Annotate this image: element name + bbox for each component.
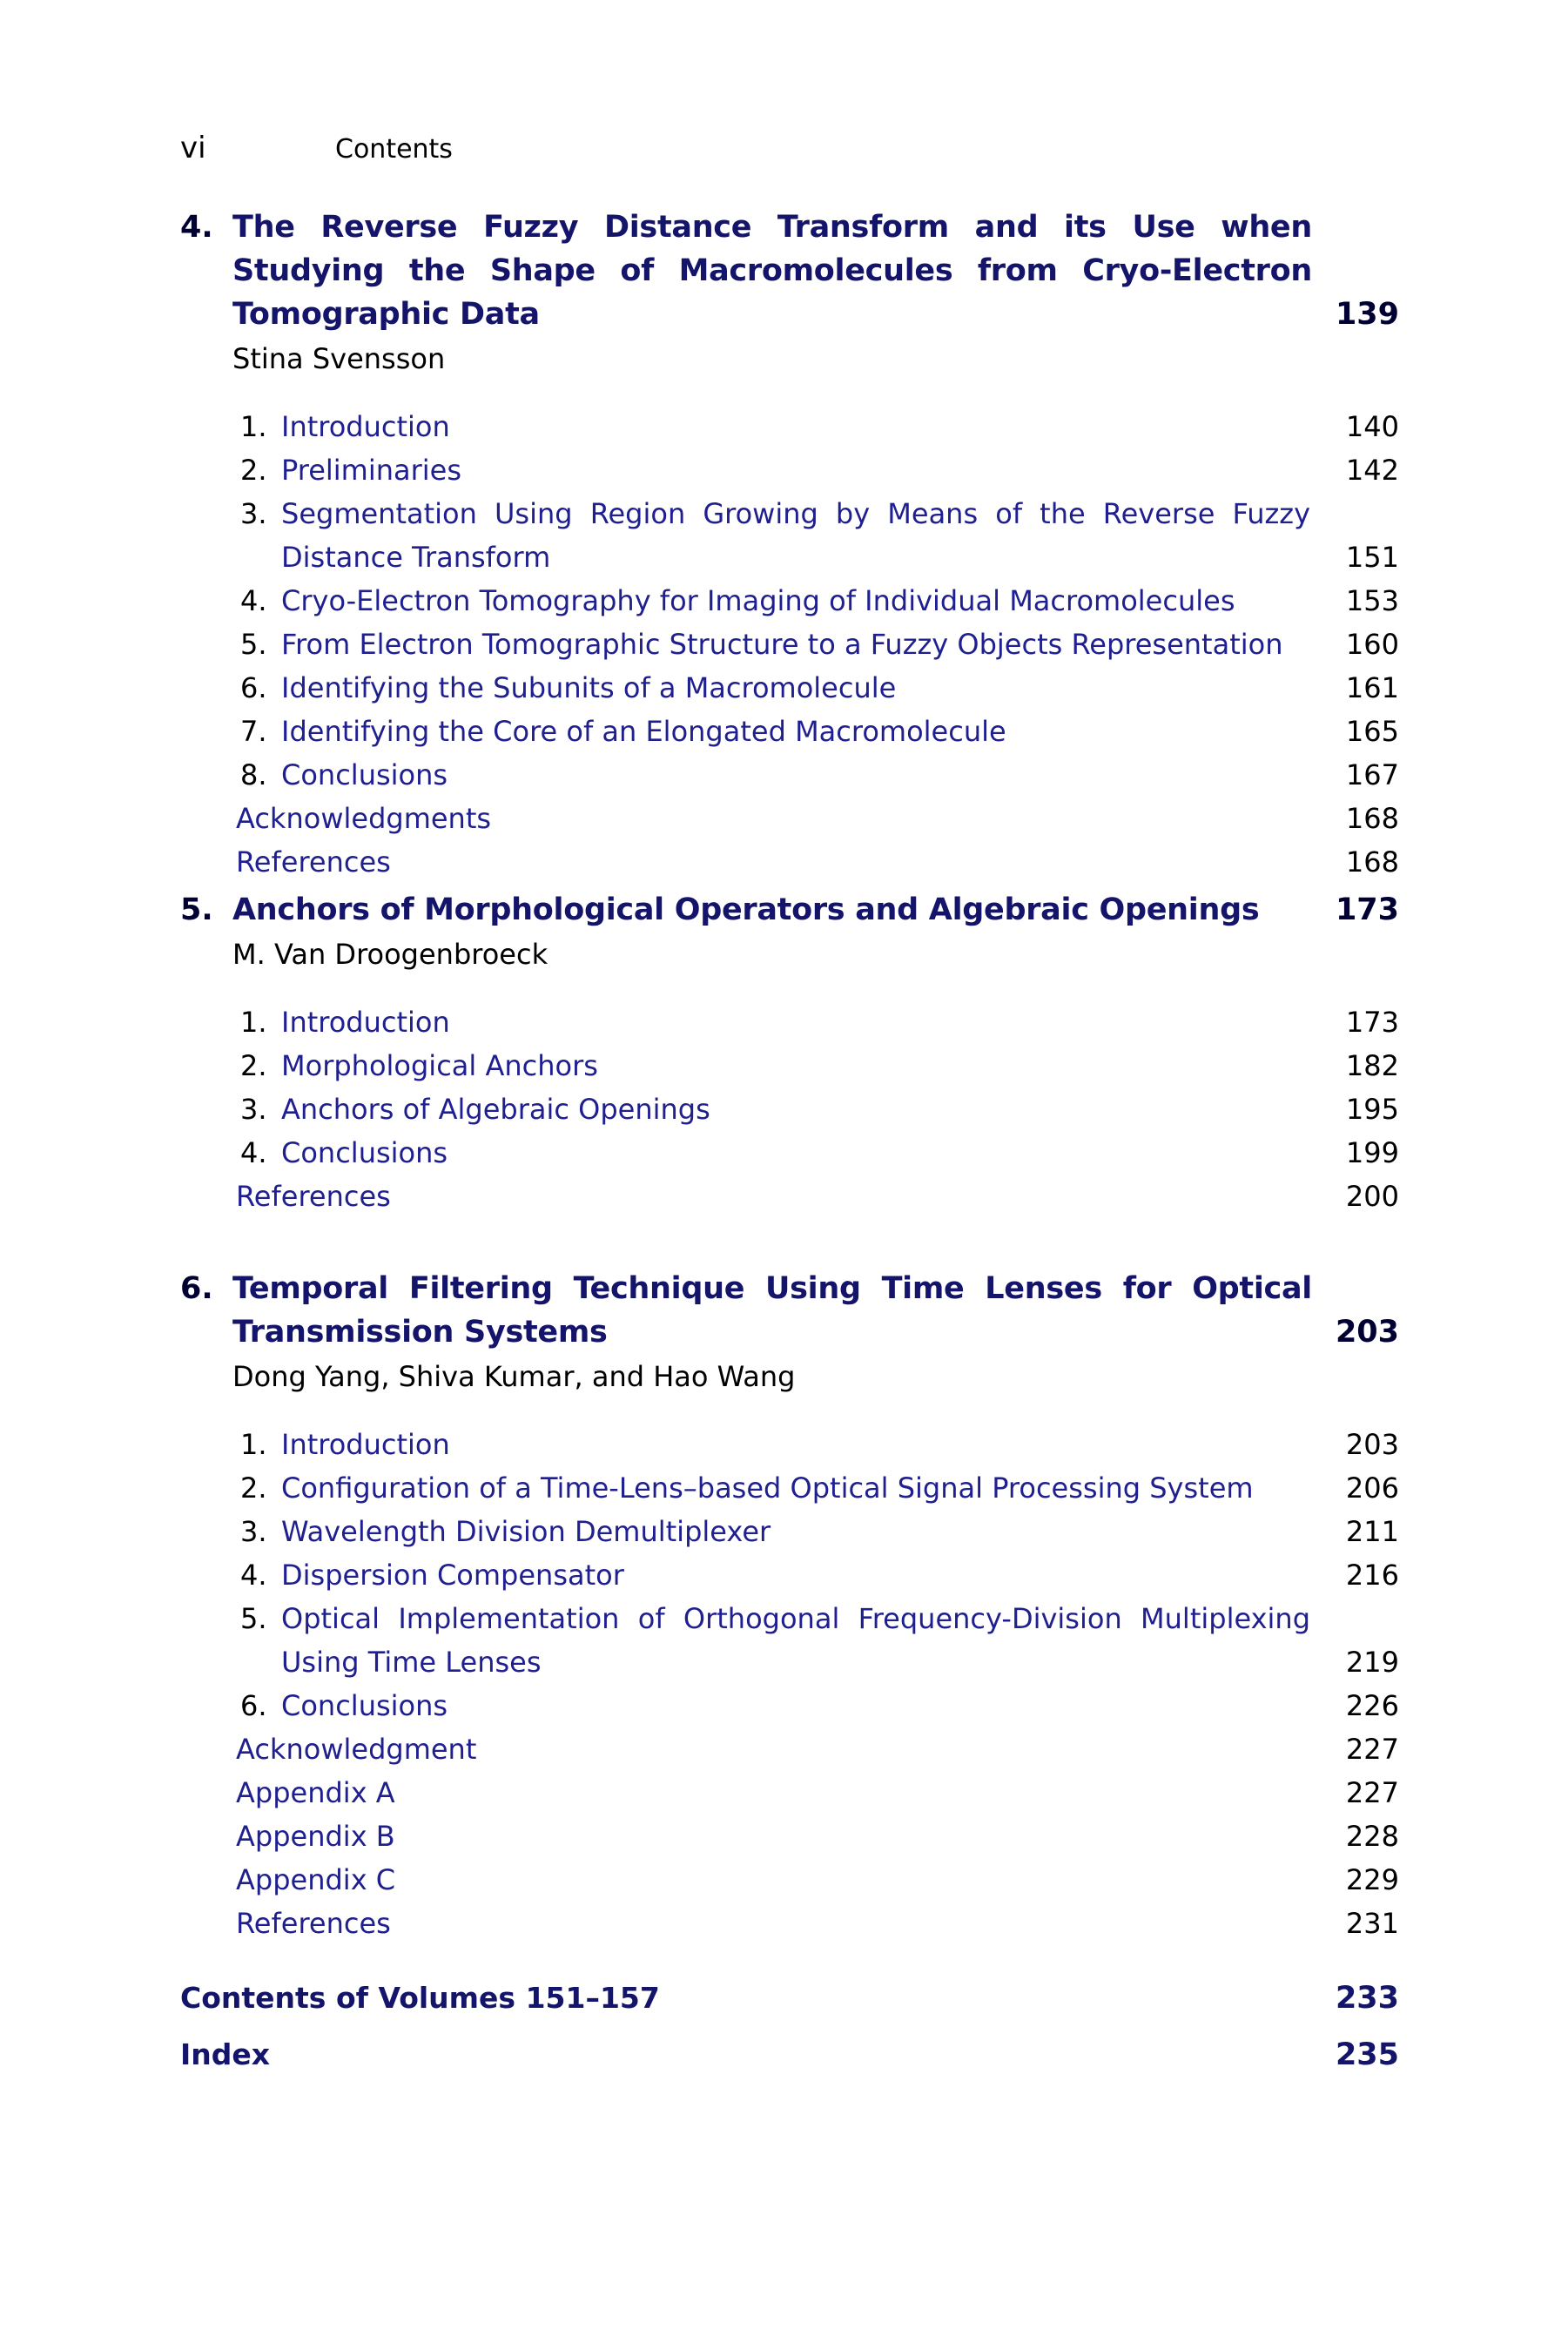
section-title[interactable]: Acknowledgment: [236, 1733, 477, 1766]
chapter-title[interactable]: Temporal Filtering Technique Using Time Lenses for Optical Transmission Systems: [232, 1271, 1312, 1350]
section-number: 2.: [240, 1471, 267, 1505]
page-number: vi: [180, 131, 206, 165]
section-title[interactable]: Morphological Anchors: [281, 1049, 598, 1082]
chapter-5: [180, 888, 1399, 1218]
backmatter-page: 233: [1335, 1981, 1399, 2016]
section-number: 1.: [240, 1428, 267, 1461]
section-title[interactable]: Appendix C: [236, 1863, 396, 1896]
toc-entry[interactable]: [180, 1510, 1399, 1553]
section-page: 231: [1345, 1907, 1399, 1940]
chapter-number: 4.: [180, 210, 213, 245]
section-title[interactable]: From Electron Tomographic Structure to a Fuzzy Objects Representation: [281, 628, 1283, 661]
section-page: 161: [1345, 671, 1399, 704]
section-number: 6.: [240, 1689, 267, 1722]
section-page: 206: [1345, 1471, 1399, 1505]
section-title[interactable]: Conclusions: [281, 758, 448, 791]
section-page: 165: [1345, 715, 1399, 748]
toc-entry[interactable]: [180, 1175, 1399, 1218]
section-page: 226: [1345, 1689, 1399, 1722]
section-title[interactable]: References: [236, 1907, 391, 1940]
section-list: [180, 1423, 1399, 1945]
section-number: 7.: [240, 715, 267, 748]
toc-entry[interactable]: [180, 1727, 1399, 1771]
section-page: 195: [1345, 1093, 1399, 1126]
toc-entry[interactable]: [180, 1902, 1399, 1945]
section-title[interactable]: Acknowledgments: [236, 802, 492, 835]
section-page: 160: [1345, 628, 1399, 661]
section-title[interactable]: Cryo-Electron Tomography for Imaging of Individual Macromolecules: [281, 584, 1235, 617]
chapter-title[interactable]: The Reverse Fuzzy Distance Transform and its Use when Studying the Shape of Macromolecules from Cryo-Electron Tomographic Data: [232, 210, 1312, 332]
section-title[interactable]: Appendix B: [236, 1820, 395, 1853]
section-title[interactable]: Configuration of a Time-Lens–based Optical Signal Processing System: [281, 1471, 1254, 1505]
chapter-title[interactable]: Anchors of Morphological Operators and Algebraic Openings: [232, 892, 1260, 927]
section-number: 3.: [240, 497, 267, 530]
backmatter-page: 235: [1335, 2037, 1399, 2072]
section-page: 228: [1345, 1820, 1399, 1853]
toc-entry[interactable]: [180, 1423, 1399, 1466]
section-list: [180, 405, 1399, 884]
section-page: 167: [1345, 758, 1399, 791]
section-page: 153: [1345, 584, 1399, 617]
toc-entry[interactable]: [180, 492, 1399, 579]
section-title[interactable]: References: [236, 845, 391, 879]
section-title[interactable]: Introduction: [281, 410, 450, 443]
toc-entry[interactable]: [180, 1553, 1399, 1597]
section-title[interactable]: Introduction: [281, 1006, 450, 1039]
section-page: 168: [1345, 802, 1399, 835]
section-number: 3.: [240, 1515, 267, 1548]
chapter-heading[interactable]: [180, 888, 1399, 932]
backmatter-contents-of-volumes[interactable]: [180, 1976, 1399, 2022]
section-page: 219: [1345, 1646, 1399, 1679]
toc-entry[interactable]: [180, 623, 1399, 666]
section-title[interactable]: Introduction: [281, 1428, 450, 1461]
toc-entry[interactable]: [180, 448, 1399, 492]
toc-entry[interactable]: [180, 797, 1399, 840]
toc-entry[interactable]: [180, 1858, 1399, 1902]
backmatter-title[interactable]: Contents of Volumes 151–157: [180, 1981, 660, 2015]
section-page: 216: [1345, 1559, 1399, 1592]
section-page: 200: [1345, 1180, 1399, 1213]
section-page: 151: [1345, 541, 1399, 574]
chapter-authors: Stina Svensson: [232, 342, 446, 375]
toc-entry[interactable]: [180, 1044, 1399, 1087]
section-number: 8.: [240, 758, 267, 791]
section-number: 1.: [240, 1006, 267, 1039]
section-list: [180, 1000, 1399, 1218]
toc-entry[interactable]: [180, 1815, 1399, 1858]
section-title[interactable]: Optical Implementation of Orthogonal Frequency-Division Multiplexing Using Time Lenses: [281, 1602, 1310, 1679]
chapter-page: 139: [1335, 297, 1399, 332]
toc-entry[interactable]: [180, 1684, 1399, 1727]
section-page: 199: [1345, 1136, 1399, 1169]
section-number: 1.: [240, 410, 267, 443]
toc-entry[interactable]: [180, 666, 1399, 710]
section-number: 4.: [240, 1559, 267, 1592]
section-page: 229: [1345, 1863, 1399, 1896]
chapter-page: 173: [1335, 892, 1399, 927]
chapter-heading[interactable]: [180, 1267, 1399, 1354]
chapter-authors: M. Van Droogenbroeck: [232, 938, 548, 971]
backmatter-title[interactable]: Index: [180, 2037, 271, 2071]
section-number: 4.: [240, 1136, 267, 1169]
section-page: 227: [1345, 1733, 1399, 1766]
section-page: 227: [1345, 1776, 1399, 1809]
section-title[interactable]: Wavelength Division Demultiplexer: [281, 1515, 771, 1548]
section-number: 5.: [240, 1602, 267, 1635]
section-page: 142: [1345, 454, 1399, 487]
section-title[interactable]: References: [236, 1180, 391, 1213]
section-page: 211: [1345, 1515, 1399, 1548]
section-title[interactable]: Preliminaries: [281, 454, 462, 487]
section-page: 182: [1345, 1049, 1399, 1082]
section-number: 3.: [240, 1093, 267, 1126]
chapter-number: 5.: [180, 892, 213, 927]
toc-entry[interactable]: [180, 579, 1399, 623]
toc-entry[interactable]: [180, 1000, 1399, 1044]
section-title[interactable]: Conclusions: [281, 1689, 448, 1722]
toc-entry[interactable]: [180, 753, 1399, 797]
chapter-6: [180, 1267, 1399, 1945]
toc-entry[interactable]: [180, 405, 1399, 448]
section-number: 4.: [240, 584, 267, 617]
chapter-page: 203: [1335, 1315, 1399, 1350]
section-title[interactable]: Segmentation Using Region Growing by Means of the Reverse Fuzzy Distance Transform: [281, 497, 1310, 574]
section-title[interactable]: Identifying the Subunits of a Macromolecule: [281, 671, 897, 704]
section-page: 173: [1345, 1006, 1399, 1039]
section-number: 2.: [240, 454, 267, 487]
section-page: 203: [1345, 1428, 1399, 1461]
section-title[interactable]: Appendix A: [236, 1776, 395, 1809]
toc-entry[interactable]: [180, 710, 1399, 753]
toc-entry[interactable]: [180, 1771, 1399, 1815]
running-title: Contents: [335, 134, 453, 165]
section-title[interactable]: Conclusions: [281, 1136, 448, 1169]
toc-entry[interactable]: [180, 840, 1399, 884]
section-number: 6.: [240, 671, 267, 704]
section-number: 2.: [240, 1049, 267, 1082]
chapter-authors: Dong Yang, Shiva Kumar, and Hao Wang: [232, 1360, 796, 1393]
chapter-4: [180, 205, 1399, 884]
toc-entry[interactable]: [180, 1466, 1399, 1510]
section-title[interactable]: Dispersion Compensator: [281, 1559, 624, 1592]
chapter-number: 6.: [180, 1271, 213, 1306]
section-number: 5.: [240, 628, 267, 661]
section-title[interactable]: Anchors of Algebraic Openings: [281, 1093, 710, 1126]
toc-entry[interactable]: [180, 1131, 1399, 1175]
toc-entry[interactable]: [180, 1087, 1399, 1131]
toc-entry[interactable]: [180, 1597, 1399, 1684]
section-page: 168: [1345, 845, 1399, 879]
section-page: 140: [1345, 410, 1399, 443]
backmatter-index[interactable]: [180, 2033, 1399, 2078]
section-title[interactable]: Identifying the Core of an Elongated Macromolecule: [281, 715, 1006, 748]
chapter-heading[interactable]: [180, 205, 1399, 336]
